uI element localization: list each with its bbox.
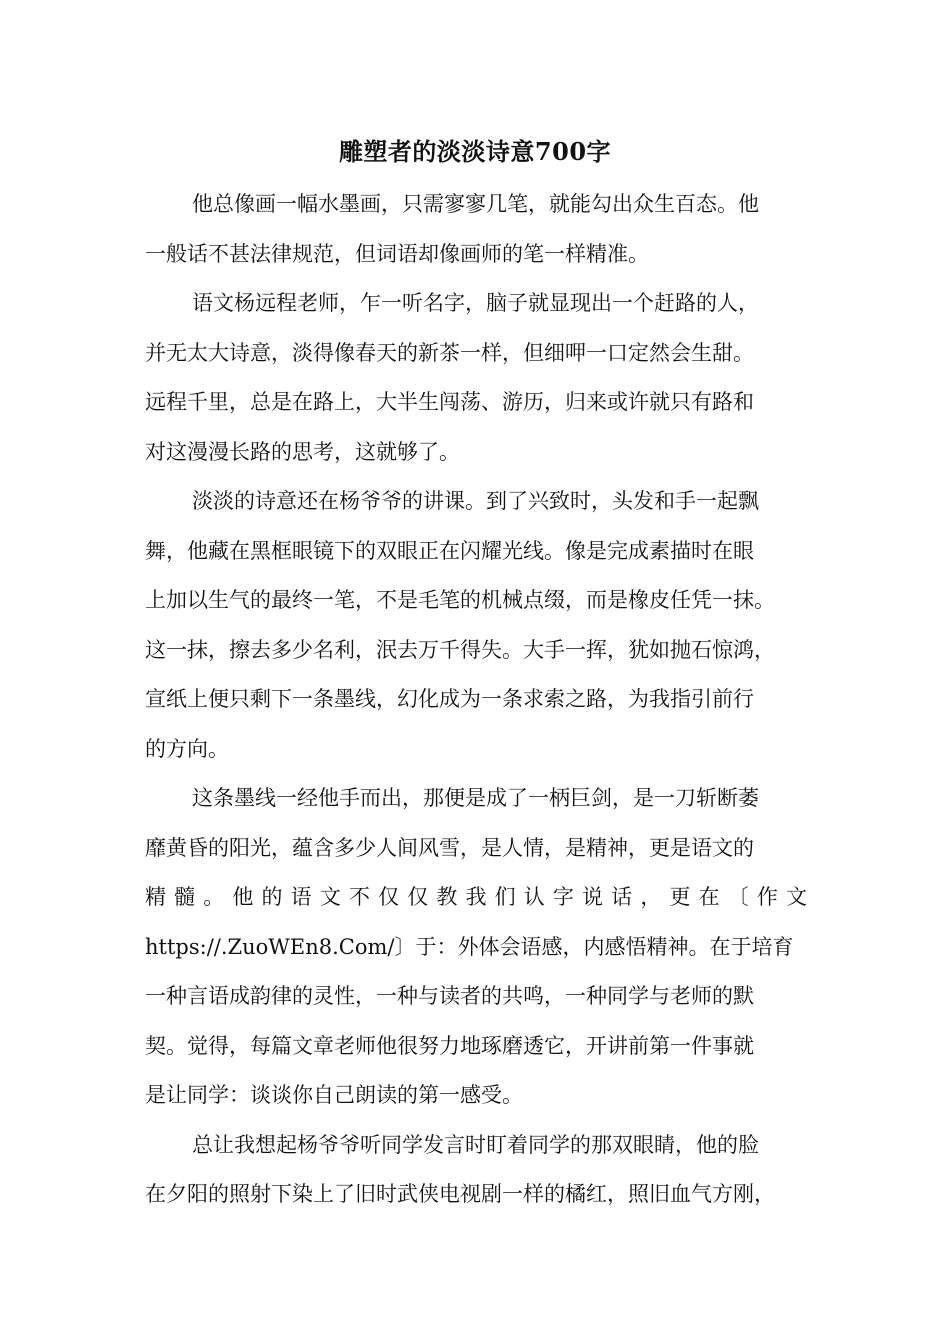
paragraph-3 bbox=[145, 477, 807, 774]
paragraph-line: 语文杨远程老师，乍一听名字，脑子就显现出一个赶路的人， bbox=[192, 291, 759, 315]
paragraph-4 bbox=[145, 774, 807, 1121]
paragraph-line: 一种言语成韵律的灵性，一种与读者的共鸣，一种同学与老师的默 bbox=[145, 984, 754, 1008]
paragraph-line: 一般话不甚法律规范，但词语却像画师的笔一样精准。 bbox=[145, 241, 649, 266]
paragraph-line: 的方向。 bbox=[145, 736, 229, 761]
paragraph-line: 靡黄昏的阳光，蕴含多少人间风雪，是人情，是精神，更是语文的 bbox=[145, 835, 754, 860]
paragraph-line: 这一抹，擦去多少名利，泯去万千得失。大手一挥，犹如抛石惊鸿， bbox=[145, 637, 775, 662]
paragraph-line: https://.ZuoWEn8.Com/〕于：外体会语感，内感悟精神。在于培育 bbox=[145, 934, 794, 959]
paragraph-line: 他总像画一幅水墨画，只需寥寥几笔，就能勾出众生百态。他 bbox=[192, 192, 759, 216]
paragraph-line: 远程千里，总是在路上，大半生闯荡、游历，归来或许就只有路和 bbox=[145, 390, 754, 414]
paragraph-line: 契。觉得，每篇文章老师他很努力地琢磨透它，开讲前第一件事就 bbox=[145, 1033, 754, 1058]
paragraph-line: 是让同学：谈谈你自己朗读的第一感受。 bbox=[145, 1083, 523, 1107]
paragraph-5 bbox=[145, 1121, 807, 1220]
paragraph-line: 并无太大诗意，淡得像春天的新茶一样，但细呷一口定然会生甜。 bbox=[145, 340, 754, 365]
paragraph-line: 这条墨线一经他手而出，那便是成了一柄巨剑，是一刀斩断萎 bbox=[192, 786, 759, 810]
paragraph-line: 舞，他藏在黑框眼镜下的双眼正在闪耀光线。像是完成素描时在眼 bbox=[145, 538, 754, 563]
paragraph-line: 淡淡的诗意还在杨爷爷的讲课。到了兴致时，头发和手一起飘 bbox=[192, 489, 759, 513]
paragraph-line: 对这漫漫长路的思考，这就够了。 bbox=[145, 439, 460, 464]
document-body bbox=[145, 180, 807, 1220]
paragraph-line: 总让我想起杨爷爷听同学发言时盯着同学的那双眼睛，他的脸 bbox=[192, 1132, 759, 1157]
document-title: 雕塑者的淡淡诗意700字 bbox=[338, 137, 612, 166]
paragraph-2 bbox=[145, 279, 807, 477]
paragraph-line: 上加以生气的最终一笔，不是毛笔的机械点缀，而是橡皮任凭一抹。 bbox=[145, 588, 775, 612]
paragraph-line: 宣纸上便只剩下一条墨线，幻化成为一条求索之路，为我指引前行 bbox=[145, 687, 754, 711]
paragraph-line: 在夕阳的照射下染上了旧时武侠电视剧一样的橘红，照旧血气方刚， bbox=[145, 1182, 775, 1206]
paragraph-1 bbox=[145, 180, 807, 279]
paragraph-line: 精髓。他的语文不仅仅教我们认字说话，更在〔作文 bbox=[145, 885, 807, 909]
